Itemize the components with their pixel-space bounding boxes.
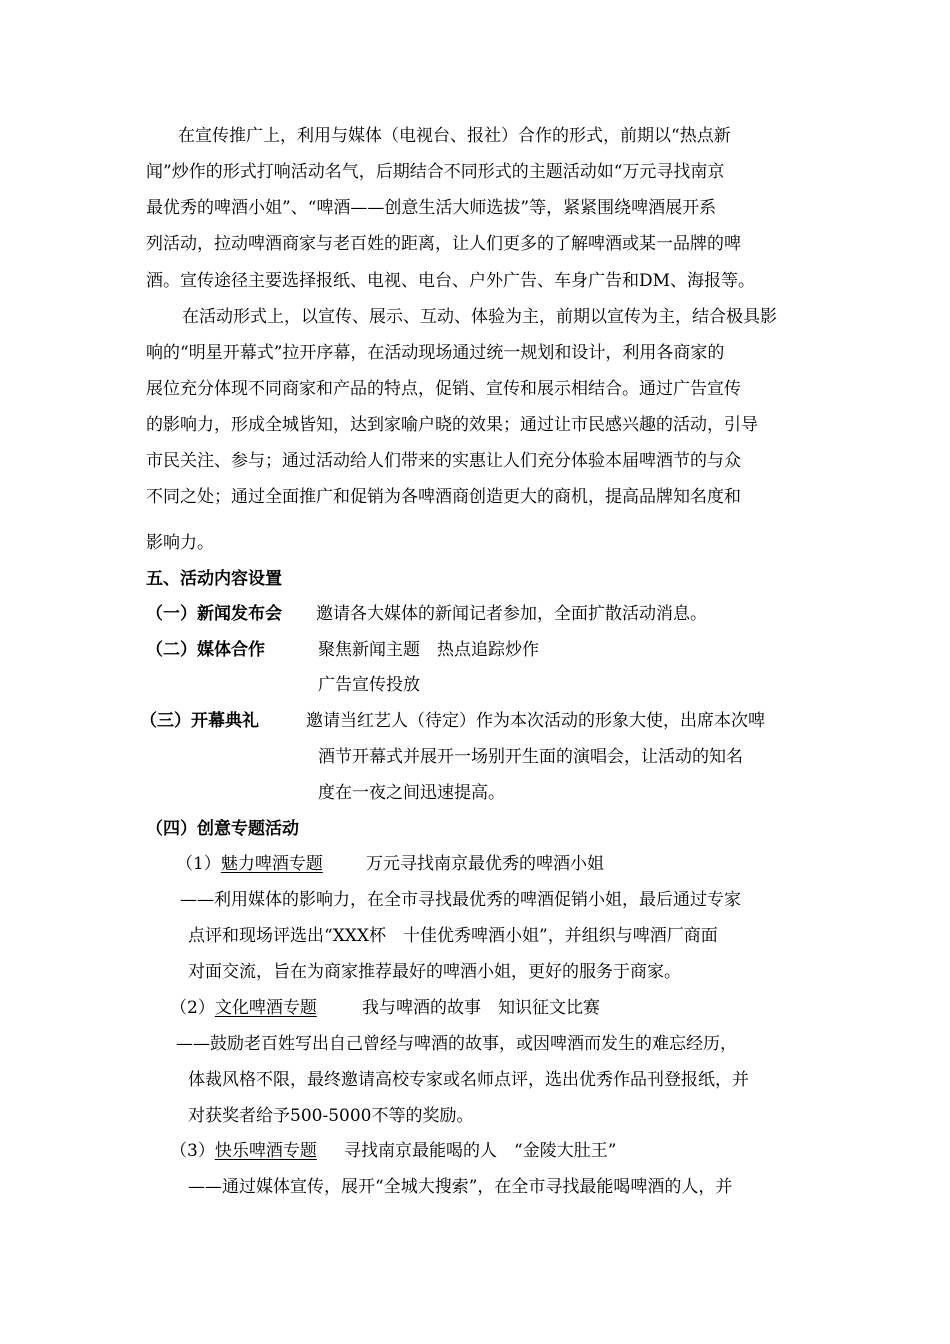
sub-item-number: （1） (176, 854, 221, 874)
section-heading: 五、活动内容设置 (146, 569, 282, 589)
sub-item-title: 魅力啤酒专题 (220, 854, 323, 874)
sub-item-subtitle: 我与啤酒的故事 知识征文比赛 (362, 998, 600, 1018)
sub-item-subtitle: 寻找南京最能喝的人 “金陵大肚王” (344, 1141, 617, 1161)
sub-item-text: ——利用媒体的影响力，在全市寻找最优秀的啤酒促销小姐，最后通过专家 (180, 890, 741, 910)
sub-item-header (170, 996, 317, 1020)
sub-item-text: 对获奖者给予500-5000不等的奖励。 (188, 1106, 474, 1126)
sub-item-title: 文化啤酒专题 (214, 998, 317, 1018)
paragraph-line: 酒。宣传途径主要选择报纸、电视、电台、户外广告、车身广告和DM、海报等。 (146, 271, 756, 291)
paragraph-line: 响的“明星开幕式”拉开序幕，在活动现场通过统一规划和设计，利用各商家的 (146, 343, 725, 363)
paragraph-line: 最优秀的啤酒小姐”、“啤酒——创意生活大师选拔”等，紧紧围绕啤酒展开系 (146, 198, 717, 218)
sub-item-header (170, 1139, 317, 1163)
item-text: 广告宣传投放 (318, 675, 420, 695)
item-label-opening-ceremony: （三）开幕典礼 (140, 711, 259, 731)
item-label-media-cooperation: （二）媒体合作 (146, 640, 265, 660)
item-text: 酒节开幕式并展开一场别开生面的演唱会，让活动的知名 (318, 747, 743, 767)
item-text: 邀请当红艺人（待定）作为本次活动的形象大使，出席本次啤 (306, 711, 765, 731)
paragraph-line: 列活动，拉动啤酒商家与老百姓的距离，让人们更多的了解啤酒或某一品牌的啤 (146, 234, 741, 254)
sub-item-text: 点评和现场评选出“XXX杯 十佳优秀啤酒小姐”，并组织与啤酒厂商面 (188, 926, 718, 946)
paragraph-line: 市民关注、参与；通过活动给人们带来的实惠让人们充分体验本届啤酒节的与众 (146, 451, 741, 471)
sub-item-header (176, 852, 323, 876)
sub-item-text: 体裁风格不限，最终邀请高校专家或名师点评，选出优秀作品刊登报纸，并 (188, 1070, 749, 1090)
paragraph-line: 在宣传推广上，利用与媒体（电视台、报社）合作的形式，前期以“热点新 (178, 126, 731, 146)
paragraph-line: 不同之处；通过全面推广和促销为各啤酒商创造更大的商机，提高品牌知名度和 (146, 487, 741, 507)
item-label-creative-activities: （四）创意专题活动 (146, 819, 299, 839)
sub-item-title: 快乐啤酒专题 (214, 1141, 317, 1161)
paragraph-line: 在活动形式上，以宣传、展示、互动、体验为主，前期以宣传为主，结合极具影 (182, 307, 777, 327)
item-text: 度在一夜之间迅速提高。 (318, 783, 505, 803)
sub-item-text: ——通过媒体宣传，展开“全城大搜索”，在全市寻找最能喝啤酒的人，并 (188, 1177, 733, 1197)
sub-item-subtitle: 万元寻找南京最优秀的啤酒小姐 (366, 854, 604, 874)
sub-item-number: （2） (170, 998, 215, 1018)
sub-item-text: ——鼓励老百姓写出自己曾经与啤酒的故事，或因啤酒而发生的难忘经历， (176, 1034, 737, 1054)
sub-item-number: （3） (170, 1141, 215, 1161)
item-text: 邀请各大媒体的新闻记者参加，全面扩散活动消息。 (316, 604, 707, 624)
paragraph-line: 的影响力，形成全城皆知，达到家喻户晓的效果；通过让市民感兴趣的活动，引导 (146, 415, 758, 435)
item-text: 聚焦新闻主题 热点追踪炒作 (318, 640, 539, 660)
item-label-press-conference: （一）新闻发布会 (146, 604, 282, 624)
paragraph-line: 闻”炒作的形式打响活动名气，后期结合不同形式的主题活动如“万元寻找南京 (146, 162, 725, 182)
paragraph-line: 展位充分体现不同商家和产品的特点，促销、宣传和展示相结合。通过广告宣传 (146, 379, 741, 399)
sub-item-text: 对面交流，旨在为商家推荐最好的啤酒小姐，更好的服务于商家。 (188, 962, 681, 982)
paragraph-line: 影响力。 (146, 533, 214, 553)
